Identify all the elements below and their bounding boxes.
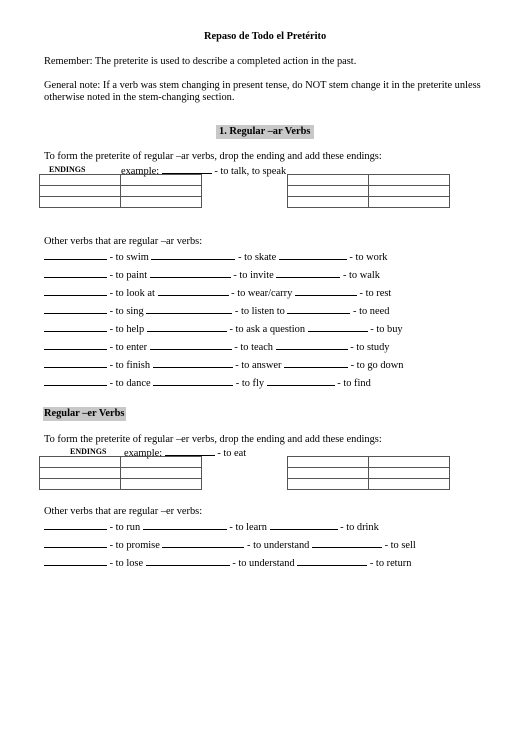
verb-meaning: - to sell (384, 540, 416, 551)
answer-blank[interactable] (270, 519, 338, 530)
ending-cell[interactable] (369, 468, 450, 479)
ending-cell[interactable] (369, 479, 450, 490)
ending-cell[interactable] (288, 479, 369, 490)
er-verb-row (44, 555, 411, 569)
ending-cell[interactable] (288, 468, 369, 479)
ar-section-heading: 1. Regular –ar Verbs (219, 126, 311, 137)
verb-meaning: - to buy (370, 324, 403, 335)
ending-cell[interactable] (40, 186, 121, 197)
ending-cell[interactable] (121, 457, 202, 468)
verb-meaning: - to work (349, 252, 388, 263)
answer-blank[interactable] (276, 339, 348, 350)
ending-cell[interactable] (40, 457, 121, 468)
er-example-blank[interactable] (165, 445, 215, 456)
answer-blank[interactable] (147, 321, 227, 332)
ending-cell[interactable] (288, 457, 369, 468)
ar-endings-table-left (39, 174, 202, 208)
ending-cell[interactable] (40, 479, 121, 490)
verb-meaning: - to fly (235, 378, 265, 389)
answer-blank[interactable] (162, 537, 244, 548)
verb-meaning: - to walk (342, 270, 380, 281)
answer-blank[interactable] (143, 519, 227, 530)
ending-cell[interactable] (369, 197, 450, 208)
ending-cell[interactable] (369, 457, 450, 468)
verb-meaning: - to finish (109, 360, 151, 371)
answer-blank[interactable] (44, 321, 107, 332)
ending-cell[interactable] (369, 186, 450, 197)
verb-meaning: - to understand (232, 558, 295, 569)
answer-blank[interactable] (150, 267, 231, 278)
answer-blank[interactable] (287, 303, 350, 314)
ar-verb-row (44, 375, 371, 389)
ending-cell[interactable] (369, 175, 450, 186)
answer-blank[interactable] (44, 537, 107, 548)
verb-meaning: - to study (350, 342, 390, 353)
verb-meaning: - to understand (247, 540, 310, 551)
ending-cell[interactable] (121, 175, 202, 186)
ar-verb-row (44, 339, 389, 353)
ar-other-label: Other verbs that are regular –ar verbs: (44, 236, 203, 247)
verb-meaning: - to dance (109, 378, 151, 389)
ar-example-verb: - to talk, to speak (214, 166, 287, 177)
verb-meaning: - to teach (234, 342, 273, 353)
answer-blank[interactable] (276, 267, 340, 278)
ar-example-label: example: (121, 166, 160, 177)
answer-blank[interactable] (297, 555, 367, 566)
ending-cell[interactable] (288, 197, 369, 208)
verb-meaning: - to learn (229, 522, 267, 533)
ending-cell[interactable] (121, 479, 202, 490)
ending-cell[interactable] (121, 468, 202, 479)
ending-cell[interactable] (121, 197, 202, 208)
er-example-label: example: (124, 448, 163, 459)
er-verb-row (44, 537, 416, 551)
verb-meaning: - to ask a question (229, 324, 306, 335)
ending-cell[interactable] (288, 186, 369, 197)
answer-blank[interactable] (44, 303, 107, 314)
ar-verb-row (44, 285, 391, 299)
answer-blank[interactable] (153, 375, 233, 386)
ar-example-blank[interactable] (162, 163, 212, 174)
verb-meaning: - to swim (109, 252, 149, 263)
verb-meaning: - to wear/carry (231, 288, 293, 299)
answer-blank[interactable] (150, 339, 232, 350)
er-endings-table-left (39, 456, 202, 490)
remember-text: Remember: The preterite is used to describe a completed action in the past. (44, 56, 357, 67)
answer-blank[interactable] (295, 285, 357, 296)
answer-blank[interactable] (146, 555, 230, 566)
ending-cell[interactable] (288, 175, 369, 186)
ending-cell[interactable] (121, 186, 202, 197)
ending-cell[interactable] (40, 197, 121, 208)
general-note-line1: General note: If a verb was stem changing in present tense, do NOT stem change it in the preterite unless (44, 80, 481, 91)
verb-meaning: - to sing (109, 306, 144, 317)
verb-meaning: - to help (109, 324, 145, 335)
answer-blank[interactable] (44, 555, 107, 566)
page-title: Repaso de Todo el Pretérito (204, 31, 327, 42)
verb-meaning: - to need (353, 306, 390, 317)
er-instruction: To form the preterite of regular –er verbs, drop the ending and add these endings: (44, 434, 382, 445)
er-endings-table-right (287, 456, 450, 490)
answer-blank[interactable] (158, 285, 229, 296)
answer-blank[interactable] (279, 249, 347, 260)
er-other-label: Other verbs that are regular –er verbs: (44, 506, 203, 517)
answer-blank[interactable] (267, 375, 335, 386)
verb-meaning: - to lose (109, 558, 144, 569)
verb-meaning: - to return (369, 558, 412, 569)
answer-blank[interactable] (153, 357, 233, 368)
verb-meaning: - to invite (233, 270, 274, 281)
verb-meaning: - to drink (340, 522, 379, 533)
ar-verb-row (44, 249, 388, 263)
ar-instruction: To form the preterite of regular –ar verbs, drop the ending and add these endings: (44, 151, 382, 162)
verb-meaning: - to skate (238, 252, 277, 263)
general-note-line2: otherwise noted in the stem-changing section. (44, 92, 235, 103)
answer-blank[interactable] (44, 285, 107, 296)
verb-meaning: - to enter (109, 342, 148, 353)
ar-endings-table-right (287, 174, 450, 208)
answer-blank[interactable] (146, 303, 232, 314)
ending-cell[interactable] (40, 468, 121, 479)
ar-verb-row (44, 303, 389, 317)
verb-meaning: - to rest (359, 288, 392, 299)
verb-meaning: - to paint (109, 270, 148, 281)
ar-verb-row (44, 267, 380, 281)
answer-blank[interactable] (308, 321, 368, 332)
ar-verb-row (44, 321, 403, 335)
ar-section-heading-bar (216, 125, 314, 139)
answer-blank[interactable] (312, 537, 382, 548)
ar-endings-label: ENDINGS (49, 165, 86, 174)
er-section-heading: Regular –er Verbs (44, 408, 125, 419)
answer-blank[interactable] (151, 249, 235, 260)
verb-meaning: - to look at (109, 288, 155, 299)
ending-cell[interactable] (40, 175, 121, 186)
verb-meaning: - to promise (109, 540, 160, 551)
answer-blank[interactable] (44, 519, 107, 530)
er-example-verb: - to eat (217, 448, 247, 459)
answer-blank[interactable] (44, 249, 107, 260)
answer-blank[interactable] (44, 339, 107, 350)
er-endings-label: ENDINGS (70, 447, 107, 456)
answer-blank[interactable] (44, 357, 107, 368)
verb-meaning: - to find (337, 378, 371, 389)
er-section-heading-bar (43, 407, 126, 421)
answer-blank[interactable] (284, 357, 348, 368)
verb-meaning: - to listen to (234, 306, 285, 317)
answer-blank[interactable] (44, 267, 107, 278)
er-verb-row (44, 519, 379, 533)
verb-meaning: - to answer (235, 360, 282, 371)
ar-verb-row (44, 357, 403, 371)
answer-blank[interactable] (44, 375, 107, 386)
verb-meaning: - to go down (350, 360, 404, 371)
verb-meaning: - to run (109, 522, 141, 533)
